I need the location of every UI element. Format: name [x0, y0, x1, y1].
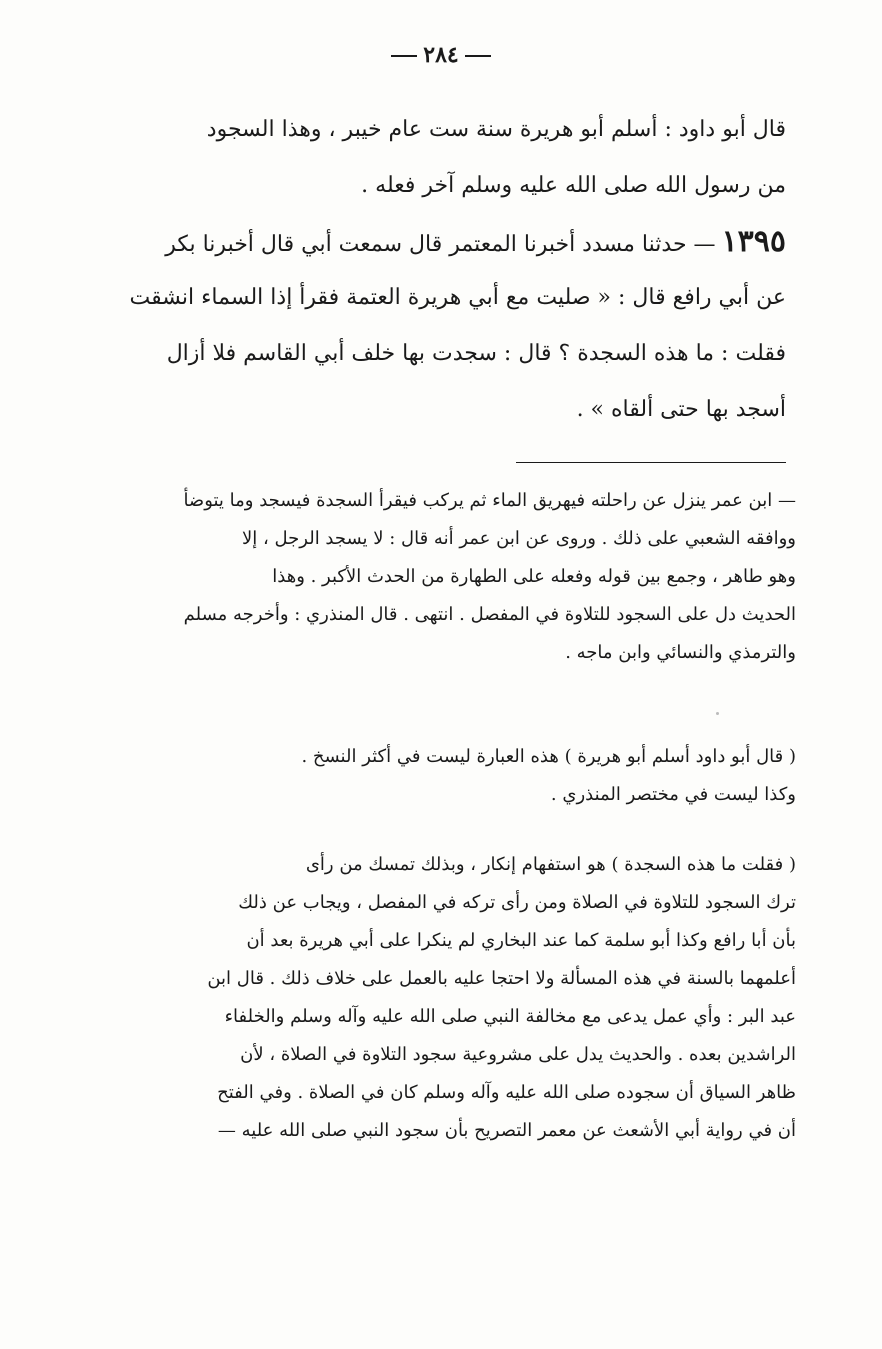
hadith-text-line: عن أبي رافع قال : « صليت مع أبي هريرة العتمة فقرأ إذا السماء انشقت [129, 285, 786, 310]
commentary-line: عبد البر : وأي عمل يدعى مع مخالفة النبي صلى الله عليه وآله وسلم والخلفاء [224, 1006, 796, 1027]
commentary-line: وكذا ليست في مختصر المنذري . [550, 784, 796, 805]
commentary-line: ووافقه الشعبي على ذلك . وروى عن ابن عمر أنه قال : لا يسجد الرجل ، إلا [242, 528, 796, 549]
commentary-line: الراشدين بعده . والحديث يدل على مشروعية سجود التلاوة في الصلاة ، لأن [240, 1044, 796, 1065]
hadith-number: ١٣٩٥ [721, 224, 786, 259]
hadith-first-line [96, 214, 786, 270]
commentary-line: — ابن عمر ينزل عن راحلته فيهريق الماء ثم يركب فيقرأ السجدة فيسجد وما يتوضأ [183, 490, 796, 511]
main-text [96, 102, 786, 438]
main-text-line: قال أبو داود : أسلم أبو هريرة سنة ست عام خيبر ، وهذا السجود [206, 117, 786, 142]
commentary-line: وهو طاهر ، وجمع بين قوله وفعله على الطهارة من الحدث الأكبر . وهذا [272, 566, 796, 587]
scan-speck [716, 712, 719, 715]
footnote-divider [516, 462, 786, 463]
hadith-text-line: — حدثنا مسدد أخبرنا المعتمر قال سمعت أبي قال أخبرنا بكر [165, 232, 716, 257]
commentary-block [96, 482, 796, 672]
commentary-line: أن في رواية أبي الأشعث عن معمر التصريح بأن سجود النبي صلى الله عليه — [217, 1120, 796, 1141]
commentary-block [96, 846, 796, 1150]
commentary-line: الحديث دل على السجود للتلاوة في المفصل . انتهى . قال المنذري : وأخرجه مسلم [183, 604, 796, 625]
commentary-line: ( فقلت ما هذه السجدة ) هو استفهام إنكار ، وبذلك تمسك من رأى [305, 854, 796, 875]
commentary-line: ظاهر السياق أن سجوده صلى الله عليه وآله وسلم كان في الصلاة . وفي الفتح [217, 1082, 796, 1103]
commentary-line: أعلمهما بالسنة في هذه المسألة ولا احتجا عليه بالعمل على خلاف ذلك . قال ابن [207, 968, 796, 989]
page-number: ٢٨٤ [0, 42, 882, 68]
commentary-line: ترك السجود للتلاوة في الصلاة ومن رأى تركه في المفصل ، ويجاب عن ذلك [238, 892, 796, 913]
commentary-line: والترمذي والنسائي وابن ماجه . [565, 642, 796, 663]
commentary-line: بأن أبا رافع وكذا أبو سلمة كما عند البخاري لم ينكرا على أبي هريرة بعد أن [246, 930, 796, 951]
hadith-text-line: أسجد بها حتى ألقاه » . [576, 397, 786, 422]
commentary-line: ( قال أبو داود أسلم أبو هريرة ) هذه العبارة ليست في أكثر النسخ . [301, 746, 796, 767]
commentary-block [96, 738, 796, 814]
hadith-text-line: فقلت : ما هذه السجدة ؟ قال : سجدت بها خلف أبي القاسم فلا أزال [166, 341, 786, 366]
main-text-line: من رسول الله صلى الله عليه وسلم آخر فعله . [361, 173, 786, 198]
